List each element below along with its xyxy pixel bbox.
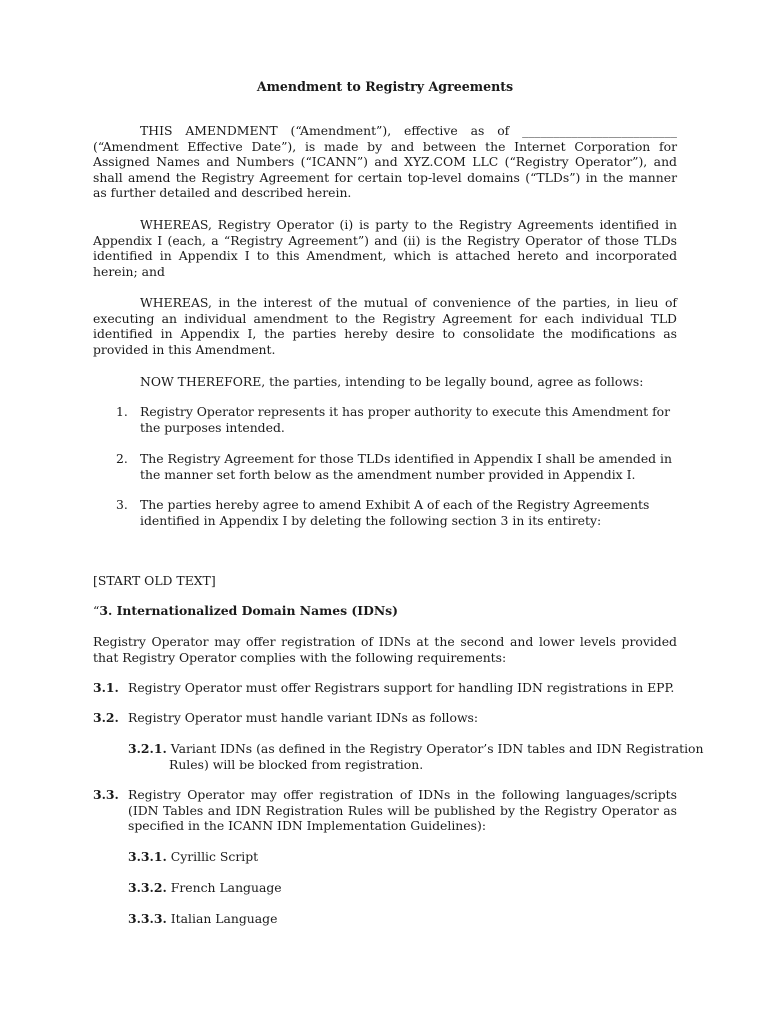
numbered-item-3	[93, 497, 677, 528]
item-number: 2.	[116, 451, 128, 466]
section-text: Registry Operator must offer Registrars support for handling IDN registrations in EPP.	[128, 680, 675, 695]
section-number: 3.3.	[93, 787, 119, 802]
section-3-3	[93, 787, 677, 834]
section-3-3-2	[128, 880, 677, 896]
whereas-paragraph-2: WHEREAS, in the interest of the mutual of convenience of the parties, in lieu of executing an individual amendment to the Registry Agreement for each individual TLD identified in Appendix I, the parties hereby desire to consolidate the modifications as provided in this Amendment.	[93, 295, 677, 357]
section-intro: Registry Operator may offer registration of IDNs at the second and lower levels provided that Registry Operator complies with the following requirements:	[93, 634, 677, 665]
item-text: The parties hereby agree to amend Exhibit A of each of the Registry Agreements identified in Appendix I by deleting the following section 3 in its entirety:	[140, 497, 650, 528]
item-text: The Registry Agreement for those TLDs identified in Appendix I shall be amended in the manner set forth below as the amendment number provided in Appendix I.	[140, 451, 672, 482]
whereas-paragraph-1: WHEREAS, Registry Operator (i) is party to the Registry Agreements identified in Appendix I (each, a “Registry Agreement”) and (ii) is the Registry Operator of those TLDs identified in Appendix I to this Amendment, which is attached hereto and incorporated herein; and	[93, 217, 677, 279]
section-number: 3.2.1.	[128, 741, 167, 756]
section-heading	[93, 603, 677, 619]
document-title: Amendment to Registry Agreements	[256, 79, 514, 94]
section-text: Italian Language	[170, 911, 278, 926]
section-number: 3.1.	[93, 680, 119, 695]
section-3-3-3	[128, 911, 677, 927]
item-number: 1.	[116, 404, 128, 419]
section-number: 3.3.1.	[128, 849, 167, 864]
start-old-text-marker: [START OLD TEXT]	[93, 573, 216, 588]
section-3-2-1	[128, 741, 718, 772]
section-heading-text: 3. Internationalized Domain Names (IDNs)	[99, 603, 398, 618]
section-text: Registry Operator must handle variant IDNs as follows:	[128, 710, 479, 725]
section-text: Variant IDNs (as defined in the Registry Operator’s IDN tables and IDN Registration Rules) will be blocked from registration.	[169, 741, 704, 772]
item-number: 3.	[116, 497, 128, 512]
numbered-item-2	[93, 451, 677, 482]
item-text: Registry Operator represents it has proper authority to execute this Amendment for the purposes intended.	[140, 404, 671, 435]
section-3-1	[93, 680, 677, 696]
section-3-3-1	[128, 849, 677, 865]
section-3-2	[93, 710, 677, 726]
section-number: 3.2.	[93, 710, 119, 725]
section-number: 3.3.3.	[128, 911, 167, 926]
numbered-item-1	[93, 404, 677, 435]
section-text: Cyrillic Script	[170, 849, 259, 864]
open-quote: “	[93, 603, 100, 618]
section-number: 3.3.2.	[128, 880, 167, 895]
now-therefore-paragraph: NOW THEREFORE, the parties, intending to be legally bound, agree as follows:	[140, 374, 644, 389]
intro-paragraph: THIS AMENDMENT (“Amendment”), effective as of _________________________ (“Amendment Effective Date”), is made by and between the Internet Corporation for Assigned Names and Numbers (“ICANN”) and XYZ.COM LLC (“Registry Operator”), and shall amend the Registry Agreement for certain top-level domains (“TLDs”) in the manner as further detailed and described herein.	[93, 123, 677, 201]
section-text: Registry Operator may offer registration of IDNs in the following languages/scripts (IDN Tables and IDN Registration Rules will be published by the Registry Operator as specified in the ICANN IDN Implementation Guidelines):	[128, 787, 677, 834]
section-text: French Language	[170, 880, 282, 895]
